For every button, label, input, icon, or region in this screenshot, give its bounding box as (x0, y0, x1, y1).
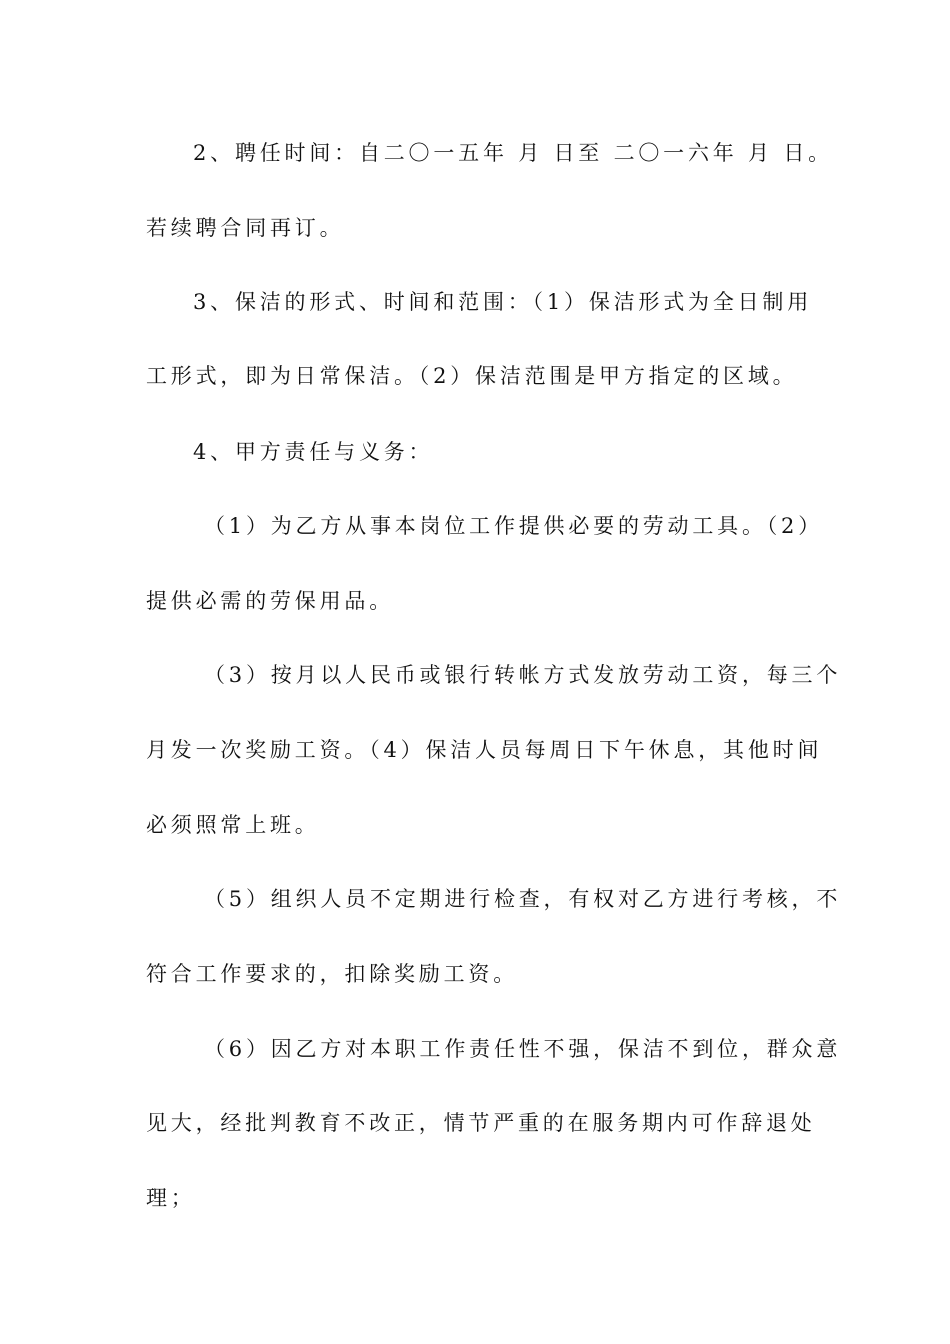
paragraph-line: （3）按月以人民币或银行转帐方式发放劳动工资，每三个 (204, 663, 842, 687)
paragraph-line: 必须照常上班。 (146, 813, 320, 837)
paragraph-line: 月发一次奖励工资。（4）保洁人员每周日下午休息，其他时间 (146, 738, 823, 762)
paragraph-line: 理； (146, 1186, 196, 1210)
paragraph-line: 若续聘合同再订。 (146, 216, 345, 240)
paragraph-line: 2、聘任时间：自二〇一五年 月 日至 二〇一六年 月 日。 (193, 141, 833, 165)
paragraph-line: 3、保洁的形式、时间和范围：（1）保洁形式为全日制用 (193, 290, 813, 314)
paragraph-line: （6）因乙方对本职工作责任性不强，保洁不到位，群众意 (204, 1037, 842, 1061)
paragraph-line: （1）为乙方从事本岗位工作提供必要的劳动工具。（2） (204, 514, 824, 538)
paragraph-line: 提供必需的劳保用品。 (146, 589, 394, 613)
paragraph-line: 符合工作要求的，扣除奖励工资。 (146, 962, 518, 986)
paragraph-line: 4、甲方责任与义务： (193, 440, 434, 464)
paragraph-line: 工形式，即为日常保洁。（2）保洁范围是甲方指定的区域。 (146, 364, 798, 388)
paragraph-line: 见大，经批判教育不改正，情节严重的在服务期内可作辞退处 (146, 1111, 816, 1135)
paragraph-line: （5）组织人员不定期进行检查，有权对乙方进行考核，不 (204, 887, 842, 911)
